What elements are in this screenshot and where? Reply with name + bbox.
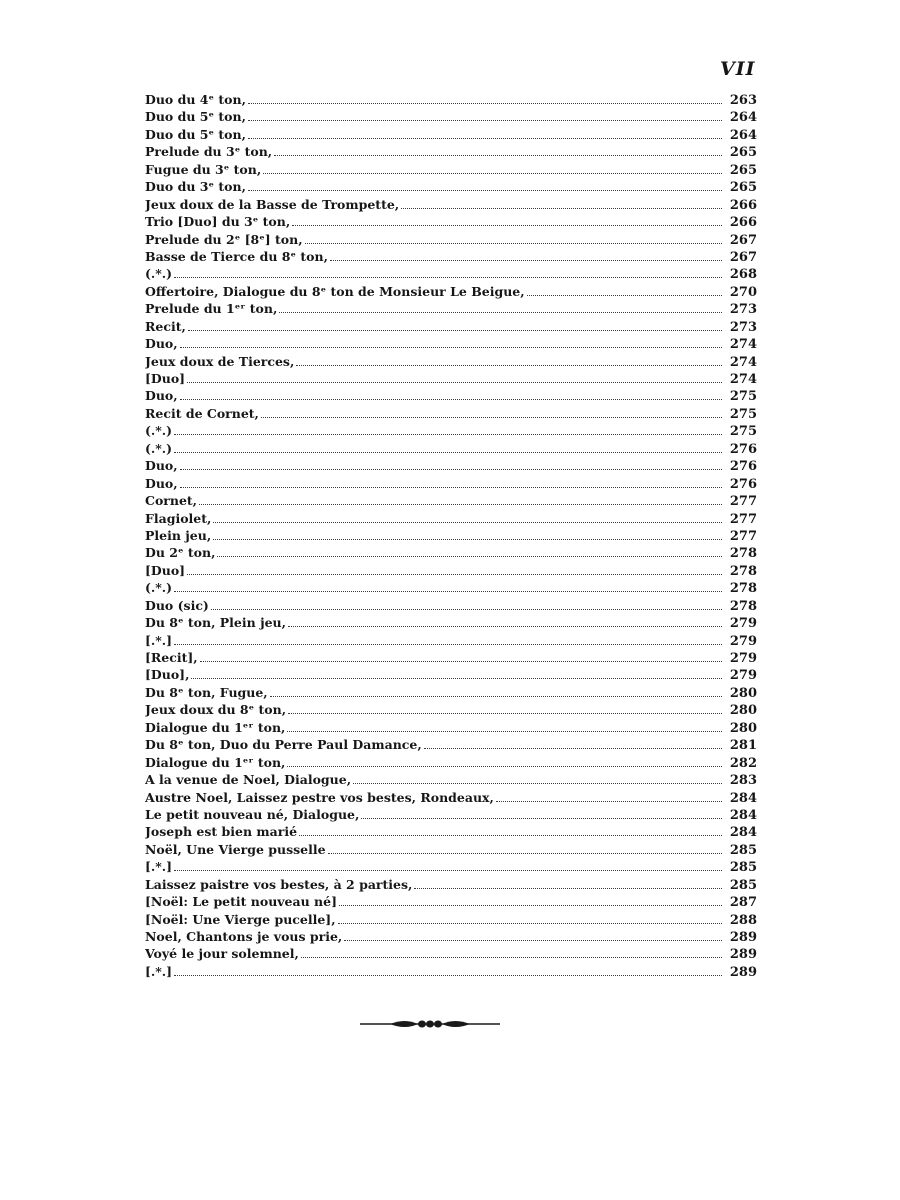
toc-entry-title: [Noël: Une Vierge pucelle], (145, 911, 336, 927)
toc-entry (145, 579, 757, 596)
dot-leader (217, 556, 722, 557)
toc-entry (145, 91, 757, 108)
toc-entry (145, 841, 757, 858)
toc-entry (145, 544, 757, 561)
dot-leader (361, 818, 722, 819)
toc-entry-page: 279 (729, 651, 757, 666)
dot-leader (301, 957, 722, 958)
dot-leader (328, 853, 722, 854)
toc-entry-title: [.*.] (145, 859, 173, 875)
toc-entry-title: Dialogue du 1ᵉʳ ton, (145, 754, 286, 770)
toc-entry (145, 963, 757, 980)
toc-entry (145, 231, 757, 248)
toc-entry-page: 274 (729, 354, 757, 370)
toc-entry-page: 277 (729, 511, 757, 527)
dot-leader (187, 382, 722, 383)
dot-leader (330, 260, 722, 261)
toc-entry-page: 268 (729, 267, 757, 283)
dot-leader (288, 626, 722, 627)
toc-entry-title: Du 8ᵉ ton, Duo du Perre Paul Damance, (145, 737, 422, 753)
toc-entry-title: Fugue du 3ᵉ ton, (145, 161, 262, 177)
toc-entry-title: Dialogue du 1ᵉʳ ton, (145, 719, 286, 735)
toc-entry (145, 684, 757, 701)
toc-entry (145, 126, 757, 143)
toc-entry-title: Recit de Cornet, (145, 405, 259, 421)
dot-leader (414, 888, 722, 889)
toc-entry-title: Plein jeu, (145, 527, 212, 543)
dot-leader (199, 504, 722, 505)
toc-entry-page: 284 (729, 790, 757, 806)
dot-leader (174, 870, 722, 871)
toc-entry-title: Prelude du 2ᵉ [8ᵉ] ton, (145, 231, 303, 247)
toc-entry-title: Voyé le jour solemnel, (145, 946, 299, 962)
toc-entry-page: 264 (729, 127, 757, 143)
toc-entry (145, 161, 757, 178)
toc-entry-title: [Recit], (145, 650, 198, 665)
toc-entry-title: Jeux doux de la Basse de Trompette, (145, 196, 400, 212)
dot-leader (188, 330, 722, 331)
dot-leader (187, 574, 722, 575)
toc-entry (145, 143, 757, 160)
toc-entry (145, 108, 757, 125)
toc-entry (145, 632, 757, 649)
toc-entry (145, 666, 757, 683)
toc-entry-title: [.*.] (145, 963, 173, 979)
toc-entry-page: 263 (729, 93, 757, 108)
toc-entry-title: Duo (sic) (145, 597, 209, 613)
toc-entry-page: 280 (729, 685, 757, 701)
toc-entry-page: 278 (729, 546, 757, 562)
toc-entry-title: (.*.) (145, 423, 173, 439)
dot-leader (287, 731, 722, 732)
dot-leader (338, 923, 722, 924)
toc-entry-page: 289 (729, 964, 757, 980)
dot-leader (279, 312, 722, 313)
toc-entry-page: 266 (729, 215, 757, 231)
dot-leader (424, 748, 722, 749)
toc-entry-title: Joseph est bien marié (145, 824, 298, 840)
toc-entry-page: 285 (729, 877, 757, 893)
toc-entry-page: 273 (729, 302, 757, 318)
toc-entry (145, 265, 757, 282)
toc-entry-page: 274 (729, 337, 757, 353)
toc-entry-title: Prelude du 1ᵉʳ ton, (145, 301, 278, 317)
toc-entry-page: 279 (729, 616, 757, 632)
toc-entry (145, 754, 757, 771)
toc-entry-page: 276 (729, 459, 757, 475)
toc-entry (145, 771, 757, 788)
toc-entry-title: Austre Noel, Laissez pestre vos bestes, Rondeaux, (145, 789, 494, 805)
toc-entry-page: 280 (729, 703, 757, 719)
toc-entry-title: [Noël: Le petit nouveau né] (145, 894, 338, 910)
dot-leader (213, 522, 722, 523)
toc-entry-page: 281 (729, 738, 757, 754)
toc-entry-page: 265 (729, 145, 757, 161)
dot-leader (180, 347, 722, 348)
toc-entry-title: Laissez paistre vos bestes, à 2 parties, (145, 876, 413, 892)
toc-entry-title: Du 8ᵉ ton, Fugue, (145, 684, 268, 700)
toc-entry-page: 270 (729, 284, 757, 300)
dot-leader (174, 277, 722, 278)
toc-entry (145, 876, 757, 893)
toc-entry (145, 248, 757, 265)
toc-entry-page: 267 (729, 249, 757, 265)
dot-leader (270, 696, 722, 697)
toc-entry (145, 893, 757, 910)
toc-entry (145, 789, 757, 806)
toc-entry-page: 273 (729, 319, 757, 335)
toc-entry-title: Trio [Duo] du 3ᵉ ton, (145, 214, 291, 230)
dot-leader (296, 365, 722, 366)
toc-entry (145, 945, 757, 962)
toc-entry (145, 353, 757, 370)
toc-entry (145, 440, 757, 457)
dot-leader (287, 766, 722, 767)
toc-entry (145, 405, 757, 422)
dot-leader (248, 103, 722, 104)
toc-entry (145, 928, 757, 945)
toc-entry-page: 277 (729, 528, 757, 544)
toc-entry-title: Flagiolet, (145, 510, 212, 526)
toc-entry-title: Recit, (145, 318, 186, 334)
toc-entry (145, 701, 757, 718)
toc-entry-title: Duo, (145, 336, 178, 352)
toc-entry-page: 276 (729, 476, 757, 492)
toc-entry-page: 274 (729, 372, 757, 387)
toc-entry-title: Duo, (145, 475, 178, 491)
toc-entry (145, 527, 757, 544)
toc-entry (145, 649, 757, 666)
dot-leader (174, 644, 722, 645)
toc-entry (145, 806, 757, 823)
toc-entry-title: [Duo] (145, 371, 186, 386)
toc-entry-title: Cornet, (145, 493, 198, 509)
toc-entry-title: Jeux doux de Tierces, (145, 353, 295, 369)
toc-entry (145, 178, 757, 195)
toc-entry-page: 275 (729, 424, 757, 440)
toc-entry-page: 285 (729, 860, 757, 876)
dot-leader (248, 138, 722, 139)
toc-entry-page: 266 (729, 197, 757, 213)
toc-entry (145, 614, 757, 631)
dot-leader (248, 120, 722, 121)
toc-entry (145, 318, 757, 335)
toc-entry (145, 736, 757, 753)
toc-entry (145, 370, 757, 387)
toc-entry-page: 264 (729, 110, 757, 126)
dot-leader (248, 190, 722, 191)
toc-entry-title: A la venue de Noel, Dialogue, (145, 772, 352, 788)
toc-entry (145, 196, 757, 213)
toc-entry-title: [.*.] (145, 632, 173, 648)
toc-entry (145, 457, 757, 474)
dot-leader (305, 243, 722, 244)
dot-leader (288, 713, 722, 714)
toc-entry-page: 288 (729, 912, 757, 928)
dot-leader (261, 417, 722, 418)
dot-leader (353, 783, 722, 784)
toc-entry-title: Duo, (145, 458, 178, 474)
table-of-contents (145, 91, 757, 980)
end-ornament (360, 1017, 500, 1031)
toc-entry (145, 300, 757, 317)
toc-entry-page: 284 (729, 825, 757, 841)
toc-entry (145, 213, 757, 230)
toc-entry (145, 335, 757, 352)
dot-leader (180, 487, 722, 488)
toc-entry-title: Duo du 5ᵉ ton, (145, 126, 246, 142)
dot-leader (211, 609, 722, 610)
toc-entry-title: Du 8ᵉ ton, Plein jeu, (145, 615, 286, 631)
toc-entry-page: 275 (729, 406, 757, 422)
toc-entry-title: Duo du 3ᵉ ton, (145, 179, 246, 195)
dot-leader (263, 173, 722, 174)
dot-leader (191, 678, 722, 679)
toc-entry-page: 265 (729, 180, 757, 196)
toc-entry (145, 510, 757, 527)
toc-entry-page: 278 (729, 563, 757, 579)
toc-entry (145, 858, 757, 875)
dot-leader (339, 905, 722, 906)
toc-entry-title: Le petit nouveau né, Dialogue, (145, 806, 360, 822)
toc-entry-title: Offertoire, Dialogue du 8ᵉ ton de Monsieur Le Beigue, (145, 283, 525, 299)
toc-entry (145, 719, 757, 736)
toc-entry (145, 492, 757, 509)
toc-entry (145, 911, 757, 928)
dot-leader (200, 661, 722, 662)
toc-entry-title: Duo du 4ᵉ ton, (145, 92, 246, 107)
toc-entry-title: (.*.) (145, 440, 173, 456)
toc-entry-title: [Duo], (145, 667, 190, 683)
toc-entry (145, 562, 757, 579)
dot-leader (213, 539, 722, 540)
toc-entry (145, 597, 757, 614)
dot-leader (299, 835, 722, 836)
dot-leader (174, 452, 722, 453)
dot-leader (401, 208, 722, 209)
toc-entry-title: (.*.) (145, 266, 173, 282)
toc-entry-title: Basse de Tierce du 8ᵉ ton, (145, 248, 328, 264)
toc-entry-title: (.*.) (145, 580, 173, 596)
toc-entry (145, 387, 757, 404)
toc-entry-page: 278 (729, 598, 757, 614)
toc-entry-page: 279 (729, 633, 757, 649)
page-number: VII (720, 58, 756, 80)
dot-leader (274, 155, 722, 156)
toc-entry-page: 275 (729, 389, 757, 405)
toc-entry-page: 285 (729, 842, 757, 858)
toc-entry-page: 289 (729, 930, 757, 945)
toc-entry (145, 283, 757, 300)
toc-entry-title: Duo du 5ᵉ ton, (145, 109, 246, 125)
dot-leader (180, 399, 722, 400)
toc-entry-title: Jeux doux du 8ᵉ ton, (145, 702, 287, 718)
toc-entry-page: 278 (729, 581, 757, 597)
toc-entry-page: 280 (729, 720, 757, 736)
toc-entry-page: 276 (729, 441, 757, 457)
toc-entry-page: 284 (729, 807, 757, 823)
toc-entry-title: [Duo] (145, 562, 186, 578)
toc-entry-title: Noël, Une Vierge pusselle (145, 841, 326, 857)
toc-entry-title: Noel, Chantons je vous prie, (145, 929, 343, 944)
toc-entry-title: Duo, (145, 388, 178, 404)
dot-leader (292, 225, 722, 226)
dot-leader (344, 940, 722, 941)
toc-entry (145, 823, 757, 840)
toc-entry-page: 282 (729, 755, 757, 771)
toc-entry-page: 287 (729, 895, 757, 911)
toc-entry-page: 277 (729, 494, 757, 510)
dot-leader (174, 975, 722, 976)
dot-leader (174, 434, 722, 435)
toc-entry-title: Prelude du 3ᵉ ton, (145, 144, 273, 160)
toc-entry-title: Du 2ᵉ ton, (145, 545, 216, 561)
toc-entry (145, 422, 757, 439)
toc-entry (145, 475, 757, 492)
toc-entry-page: 289 (729, 947, 757, 963)
toc-entry-page: 279 (729, 668, 757, 684)
dot-leader (174, 591, 722, 592)
dot-leader (496, 801, 722, 802)
toc-entry-page: 265 (729, 162, 757, 178)
toc-entry-page: 267 (729, 232, 757, 248)
dot-leader (527, 295, 722, 296)
dot-leader (180, 469, 722, 470)
toc-entry-page: 283 (729, 773, 757, 789)
